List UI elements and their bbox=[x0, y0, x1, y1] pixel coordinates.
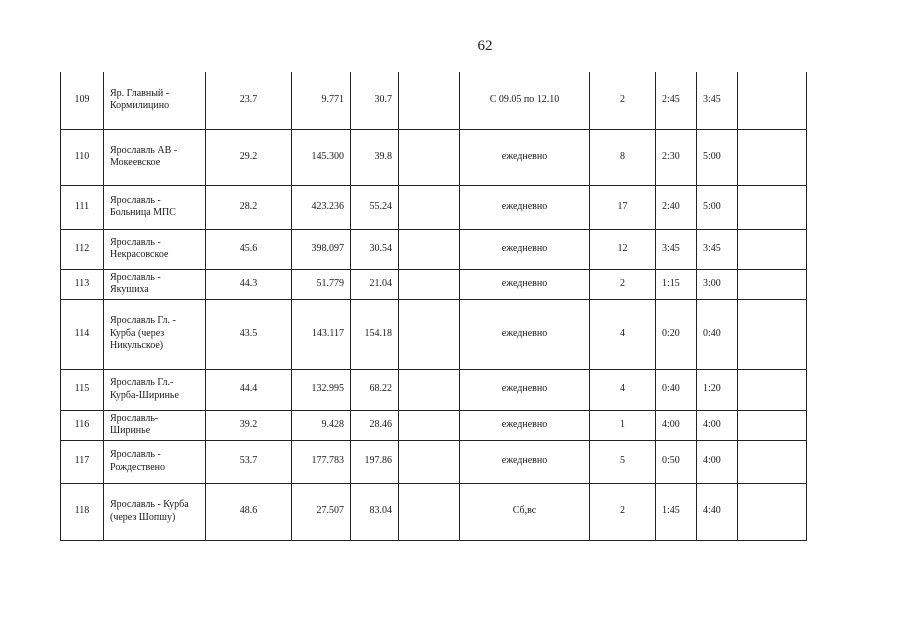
value-cell: 21.04 bbox=[351, 269, 399, 299]
table-row bbox=[61, 229, 807, 269]
route-name-cell: Ярославль- Ширинье bbox=[104, 410, 206, 440]
distance-cell: 39.2 bbox=[206, 410, 292, 440]
table-row bbox=[61, 72, 807, 129]
route-name-cell: Ярославль - Якушиха bbox=[104, 269, 206, 299]
distance-cell: 44.4 bbox=[206, 369, 292, 410]
route-name-cell: Ярославль - Больница МПС bbox=[104, 185, 206, 229]
route-number-cell: 117 bbox=[61, 440, 104, 483]
route-number-cell: 115 bbox=[61, 369, 104, 410]
empty-cell bbox=[399, 369, 460, 410]
trips-cell: 17 bbox=[590, 185, 656, 229]
trips-cell: 2 bbox=[590, 269, 656, 299]
distance-cell: 48.6 bbox=[206, 483, 292, 540]
value-cell: 30.54 bbox=[351, 229, 399, 269]
empty-cell bbox=[399, 269, 460, 299]
time-end-cell: 5:00 bbox=[697, 185, 738, 229]
trips-cell: 8 bbox=[590, 129, 656, 185]
schedule-cell: С 09.05 по 12.10 bbox=[460, 72, 590, 129]
table-row bbox=[61, 185, 807, 229]
volume-cell: 9.428 bbox=[292, 410, 351, 440]
time-start-cell: 0:40 bbox=[656, 369, 697, 410]
time-end-cell: 3:45 bbox=[697, 229, 738, 269]
time-start-cell: 2:45 bbox=[656, 72, 697, 129]
table-row bbox=[61, 299, 807, 369]
route-name-cell: Ярославль АВ - Мокеевское bbox=[104, 129, 206, 185]
blank-cell bbox=[738, 483, 807, 540]
time-start-cell: 0:20 bbox=[656, 299, 697, 369]
time-start-cell: 1:15 bbox=[656, 269, 697, 299]
time-start-cell: 2:40 bbox=[656, 185, 697, 229]
volume-cell: 398.097 bbox=[292, 229, 351, 269]
volume-cell: 27.507 bbox=[292, 483, 351, 540]
table-row bbox=[61, 483, 807, 540]
time-start-cell: 3:45 bbox=[656, 229, 697, 269]
trips-cell: 4 bbox=[590, 299, 656, 369]
schedule-cell: ежедневно bbox=[460, 185, 590, 229]
empty-cell bbox=[399, 229, 460, 269]
route-number-cell: 109 bbox=[61, 72, 104, 129]
empty-cell bbox=[399, 410, 460, 440]
volume-cell: 9.771 bbox=[292, 72, 351, 129]
trips-cell: 4 bbox=[590, 369, 656, 410]
time-end-cell: 3:45 bbox=[697, 72, 738, 129]
trips-cell: 5 bbox=[590, 440, 656, 483]
routes-table bbox=[60, 72, 807, 541]
blank-cell bbox=[738, 72, 807, 129]
blank-cell bbox=[738, 185, 807, 229]
value-cell: 68.22 bbox=[351, 369, 399, 410]
distance-cell: 43.5 bbox=[206, 299, 292, 369]
blank-cell bbox=[738, 129, 807, 185]
empty-cell bbox=[399, 440, 460, 483]
schedule-cell: ежедневно bbox=[460, 410, 590, 440]
schedule-cell: ежедневно bbox=[460, 269, 590, 299]
empty-cell bbox=[399, 483, 460, 540]
empty-cell bbox=[399, 72, 460, 129]
schedule-cell: ежедневно bbox=[460, 299, 590, 369]
time-start-cell: 2:30 bbox=[656, 129, 697, 185]
distance-cell: 45.6 bbox=[206, 229, 292, 269]
schedule-cell: ежедневно bbox=[460, 440, 590, 483]
value-cell: 154.18 bbox=[351, 299, 399, 369]
volume-cell: 51.779 bbox=[292, 269, 351, 299]
time-end-cell: 4:00 bbox=[697, 410, 738, 440]
empty-cell bbox=[399, 129, 460, 185]
time-start-cell: 1:45 bbox=[656, 483, 697, 540]
empty-cell bbox=[399, 299, 460, 369]
distance-cell: 53.7 bbox=[206, 440, 292, 483]
route-name-cell: Яр. Главный - Кормилицино bbox=[104, 72, 206, 129]
route-number-cell: 113 bbox=[61, 269, 104, 299]
distance-cell: 44.3 bbox=[206, 269, 292, 299]
route-number-cell: 118 bbox=[61, 483, 104, 540]
trips-cell: 2 bbox=[590, 72, 656, 129]
volume-cell: 132.995 bbox=[292, 369, 351, 410]
value-cell: 55.24 bbox=[351, 185, 399, 229]
time-end-cell: 5:00 bbox=[697, 129, 738, 185]
value-cell: 28.46 bbox=[351, 410, 399, 440]
time-end-cell: 3:00 bbox=[697, 269, 738, 299]
trips-cell: 2 bbox=[590, 483, 656, 540]
time-end-cell: 4:00 bbox=[697, 440, 738, 483]
distance-cell: 29.2 bbox=[206, 129, 292, 185]
schedule-cell: Сб,вс bbox=[460, 483, 590, 540]
table-row bbox=[61, 410, 807, 440]
blank-cell bbox=[738, 269, 807, 299]
trips-cell: 1 bbox=[590, 410, 656, 440]
volume-cell: 143.117 bbox=[292, 299, 351, 369]
route-number-cell: 110 bbox=[61, 129, 104, 185]
time-end-cell: 1:20 bbox=[697, 369, 738, 410]
blank-cell bbox=[738, 369, 807, 410]
table-row bbox=[61, 440, 807, 483]
route-number-cell: 114 bbox=[61, 299, 104, 369]
value-cell: 197.86 bbox=[351, 440, 399, 483]
route-name-cell: Ярославль - Курба (через Шопшу) bbox=[104, 483, 206, 540]
route-name-cell: Ярославль Гл.- Курба-Ширинье bbox=[104, 369, 206, 410]
blank-cell bbox=[738, 299, 807, 369]
table-row bbox=[61, 369, 807, 410]
route-name-cell: Ярославль Гл. - Курба (через Никульское) bbox=[104, 299, 206, 369]
volume-cell: 177.783 bbox=[292, 440, 351, 483]
time-end-cell: 4:40 bbox=[697, 483, 738, 540]
distance-cell: 23.7 bbox=[206, 72, 292, 129]
schedule-cell: ежедневно bbox=[460, 129, 590, 185]
empty-cell bbox=[399, 185, 460, 229]
route-number-cell: 111 bbox=[61, 185, 104, 229]
value-cell: 39.8 bbox=[351, 129, 399, 185]
table-row bbox=[61, 129, 807, 185]
volume-cell: 145.300 bbox=[292, 129, 351, 185]
blank-cell bbox=[738, 229, 807, 269]
time-start-cell: 0:50 bbox=[656, 440, 697, 483]
table-row bbox=[61, 269, 807, 299]
value-cell: 30.7 bbox=[351, 72, 399, 129]
route-name-cell: Ярославль - Некрасовское bbox=[104, 229, 206, 269]
trips-cell: 12 bbox=[590, 229, 656, 269]
route-number-cell: 112 bbox=[61, 229, 104, 269]
time-end-cell: 0:40 bbox=[697, 299, 738, 369]
route-name-cell: Ярославль - Рождествено bbox=[104, 440, 206, 483]
blank-cell bbox=[738, 440, 807, 483]
page-number: 62 bbox=[477, 38, 493, 54]
value-cell: 83.04 bbox=[351, 483, 399, 540]
schedule-cell: ежедневно bbox=[460, 369, 590, 410]
time-start-cell: 4:00 bbox=[656, 410, 697, 440]
route-number-cell: 116 bbox=[61, 410, 104, 440]
volume-cell: 423.236 bbox=[292, 185, 351, 229]
schedule-cell: ежедневно bbox=[460, 229, 590, 269]
blank-cell bbox=[738, 410, 807, 440]
distance-cell: 28.2 bbox=[206, 185, 292, 229]
